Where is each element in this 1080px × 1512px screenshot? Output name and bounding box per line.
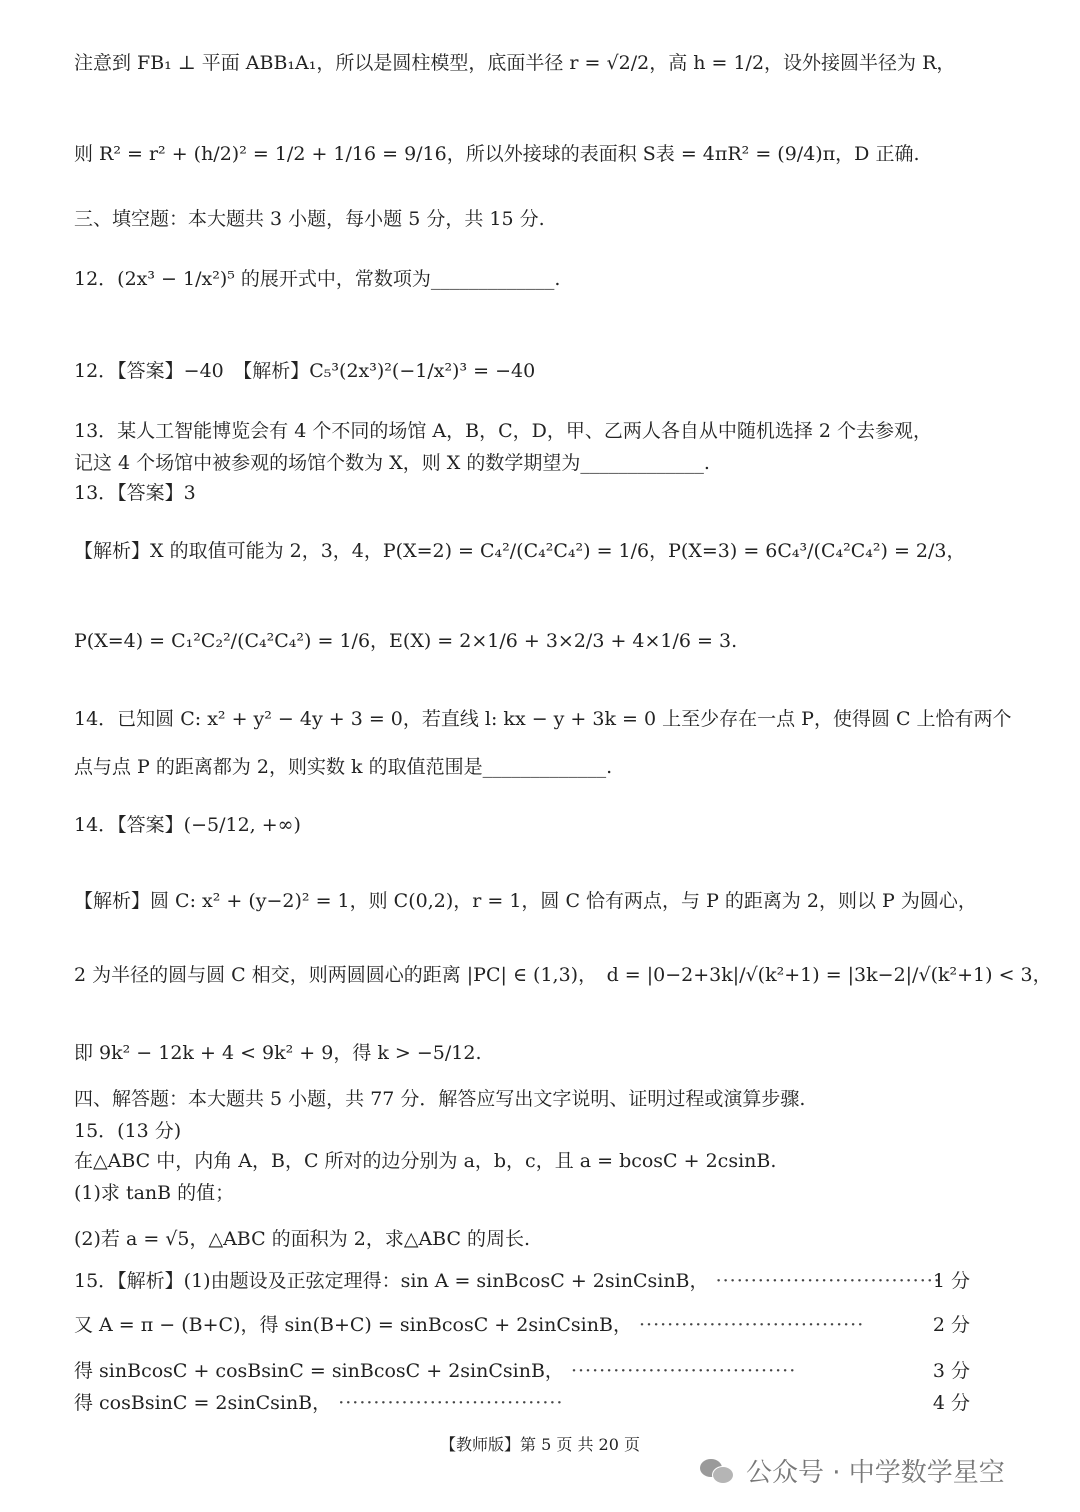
watermark — [700, 1452, 1005, 1489]
page-footer: 【教师版】第 5 页 共 20 页 — [440, 1435, 640, 1454]
text-line: 14．已知圆 C: x² + y² − 4y + 3 = 0，若直线 l: kx − y + 3k = 0 上至少存在一点 P，使得圆 C 上恰有两个 — [74, 708, 1012, 730]
text-line: 【解析】圆 C: x² + (y−2)² = 1，则 C(0,2)，r = 1，圆 C 恰有两点，与 P 的距离为 2，则以 P 为圆心， — [74, 890, 977, 912]
solution-step — [74, 1360, 1020, 1383]
leader-dots: ································ — [631, 1314, 865, 1336]
wechat-icon — [700, 1457, 734, 1485]
watermark-text: 公众号 · 中学数学星空 — [746, 1458, 1005, 1488]
solution-step-text: 又 A = π − (B+C)，得 sin(B+C) = sinBcosC + 2sinCsinB， — [74, 1314, 632, 1336]
solution-step-text: 得 sinBcosC + cosBsinC = sinBcosC + 2sinCsinB， — [74, 1360, 564, 1382]
text-line: 四、解答题：本大题共 5 小题，共 77 分．解答应写出文字说明、证明过程或演算步骤. — [74, 1088, 806, 1110]
score-mark: 3 分 — [932, 1360, 970, 1382]
score-mark: 2 分 — [932, 1314, 970, 1336]
score-mark: 4 分 — [932, 1392, 970, 1414]
solution-step-text: 15．【解析】(1)由题设及正弦定理得：sin A = sinBcosC + 2sinCsinB， — [74, 1270, 709, 1292]
leader-dots: ································ — [708, 1270, 941, 1292]
text-line: 【解析】X 的取值可能为 2，3，4，P(X=2) = C₄²/(C₄²C₄²) = 1/6，P(X=3) = 6C₄³/(C₄²C₄²) = 2/3， — [74, 540, 966, 562]
solution-step — [74, 1314, 1020, 1337]
text-line: 记这 4 个场馆中被参观的场馆个数为 X，则 X 的数学期望为_____________. — [74, 452, 710, 474]
text-line: 14．【答案】(−5/12, +∞) — [74, 814, 301, 836]
solution-step-text: 得 cosBsinC = 2sinCsinB， — [74, 1392, 332, 1414]
text-line: 在△ABC 中，内角 A，B，C 所对的边分别为 a，b，c，且 a = bcosC + 2csinB. — [74, 1150, 777, 1172]
text-line: 12．(2x³ − 1/x²)⁵ 的展开式中，常数项为_____________. — [74, 268, 561, 290]
text-line: 点与点 P 的距离都为 2，则实数 k 的取值范围是_____________. — [74, 756, 613, 778]
text-line: 注意到 FB₁ ⊥ 平面 ABB₁A₁，所以是圆柱模型，底面半径 r = √2/2，高 h = 1/2，设外接圆半径为 R， — [74, 52, 956, 74]
text-line: 13．【答案】3 — [74, 482, 196, 504]
text-line: 即 9k² − 12k + 4 < 9k² + 9，得 k > −5/12. — [74, 1042, 482, 1064]
text-line: 则 R² = r² + (h/2)² = 1/2 + 1/16 = 9/16，所以外接球的表面积 S表 = 4πR² = (9/4)π，D 正确. — [74, 143, 920, 165]
text-line: (1)求 tanB 的值； — [74, 1182, 235, 1204]
text-line: 13．某人工智能博览会有 4 个不同的场馆 A，B，C，D，甲、乙两人各自从中随机选择 2 个去参观， — [74, 420, 933, 442]
text-line: (2)若 a = √5，△ABC 的面积为 2，求△ABC 的周长. — [74, 1228, 531, 1250]
solution-step — [74, 1270, 1020, 1293]
text-line: 12．【答案】−40 【解析】C₅³(2x³)²(−1/x²)³ = −40 — [74, 360, 536, 382]
solution-step — [74, 1392, 1020, 1415]
text-line: 三、填空题：本大题共 3 小题，每小题 5 分，共 15 分. — [74, 208, 545, 230]
leader-dots: ································ — [563, 1360, 797, 1382]
text-line: 15．(13 分) — [74, 1120, 182, 1142]
text-line: P(X=4) = C₁²C₂²/(C₄²C₄²) = 1/6，E(X) = 2×1/6 + 3×2/3 + 4×1/6 = 3. — [74, 630, 738, 652]
score-mark: 1 分 — [932, 1270, 970, 1292]
leader-dots: ································ — [331, 1392, 564, 1414]
text-line: 2 为半径的圆与圆 C 相交，则两圆圆心的距离 |PC| ∈ (1,3)， d = |0−2+3k|/√(k²+1) = |3k−2|/√(k²+1) < 3， — [74, 964, 1052, 986]
